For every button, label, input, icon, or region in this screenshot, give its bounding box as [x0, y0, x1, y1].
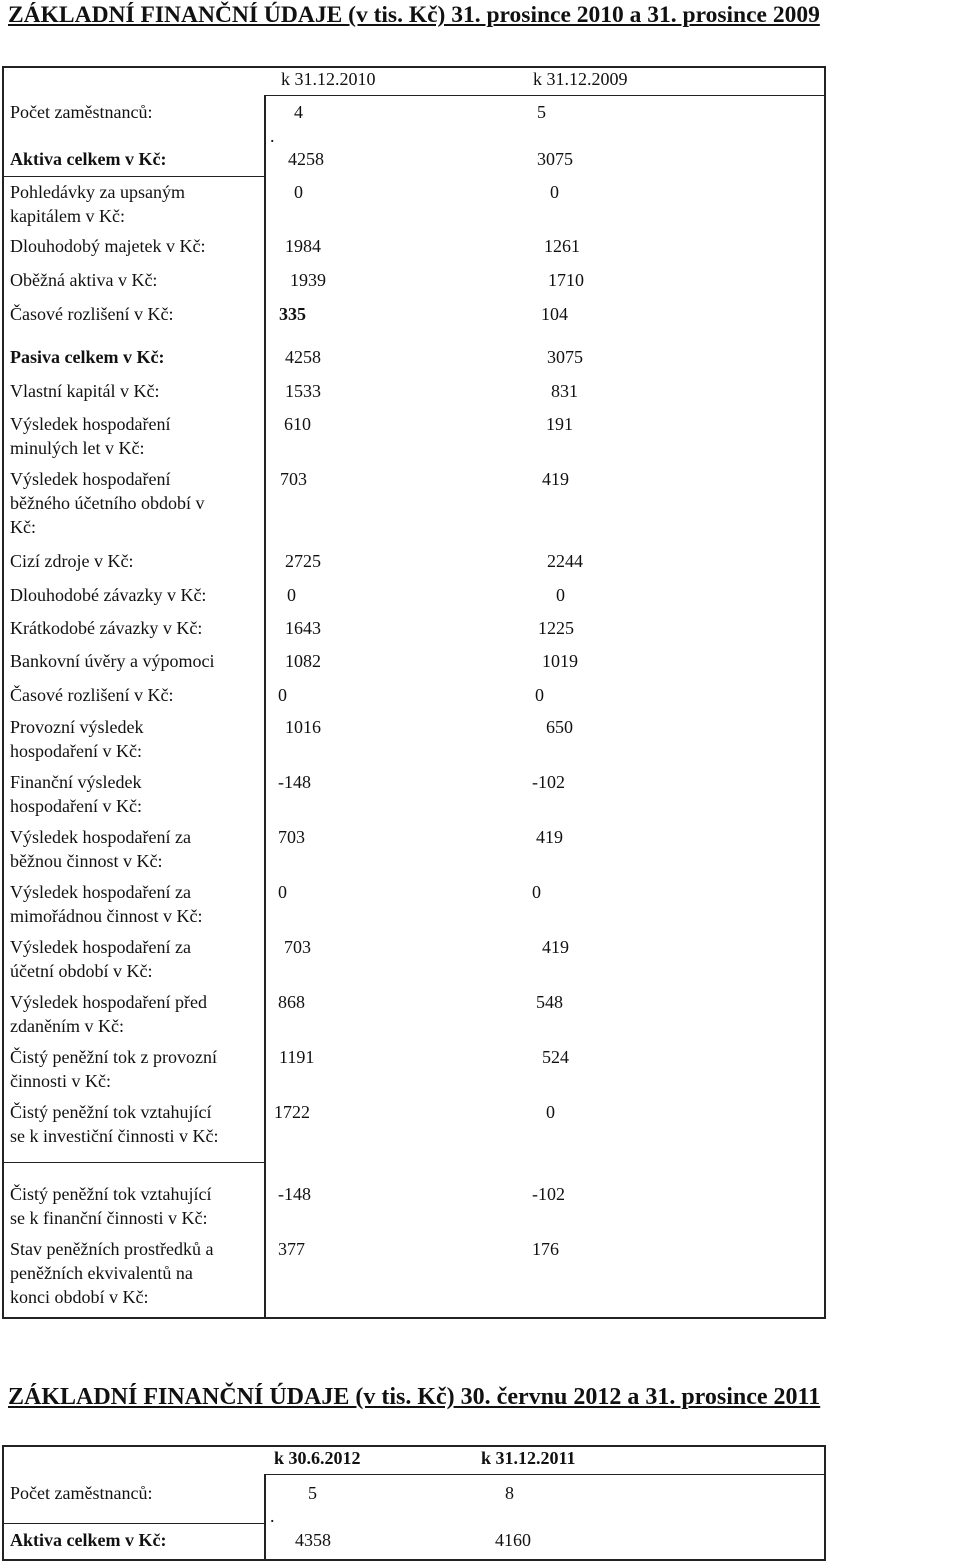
row-value-2010: 1643: [285, 618, 321, 638]
row-value-2010: 4258: [288, 149, 324, 169]
heading-2012-2011: ZÁKLADNÍ FINANČNÍ ÚDAJE (v tis. Kč) 30. červnu 2012 a 31. prosince 2011: [8, 1384, 821, 1410]
column-header-2011: k 31.12.2011: [481, 1448, 576, 1468]
row-divider: [3, 1162, 264, 1163]
heading-2010-2009: ZÁKLADNÍ FINANČNÍ ÚDAJE (v tis. Kč) 31. prosince 2010 a 31. prosince 2009: [8, 2, 820, 28]
row-value-2010: 0: [278, 882, 287, 902]
row-value-2010: -148: [278, 1184, 311, 1204]
column-header-2010: k 31.12.2010: [281, 69, 376, 89]
row-value-2009: 831: [551, 381, 578, 401]
row-value-2010: 4258: [285, 347, 321, 367]
row-label: Výsledek hospodaření za: [10, 827, 191, 847]
header-divider: [264, 95, 825, 96]
row-value-2010: 868: [278, 992, 305, 1012]
row-value-2010: 1722: [274, 1102, 310, 1122]
row-label: Výsledek hospodaření za: [10, 882, 191, 902]
row-value-2010: 2725: [285, 551, 321, 571]
row-label: Čistý peněžní tok z provozní: [10, 1047, 217, 1067]
row-label: zdaněním v Kč:: [10, 1016, 124, 1036]
row-value-2009: 1261: [544, 236, 580, 256]
row-label: Čistý peněžní tok vztahující: [10, 1184, 212, 1204]
row-divider: [3, 176, 264, 177]
row-label: Krátkodobé závazky v Kč:: [10, 618, 203, 638]
row-value-2010: 0: [294, 182, 303, 202]
row-label: hospodaření v Kč:: [10, 796, 142, 816]
row-value-2010: 0: [278, 685, 287, 705]
row-label: Dlouhodobé závazky v Kč:: [10, 585, 207, 605]
row-value-2010: 703: [284, 937, 311, 957]
row-value-2009: 1019: [542, 651, 578, 671]
row-value-2009: 0: [546, 1102, 555, 1122]
row-value-2009: -102: [532, 1184, 565, 1204]
row-label: Počet zaměstnanců:: [10, 1483, 153, 1503]
row-value-2009: 524: [542, 1047, 569, 1067]
row-label: Pohledávky za upsaným: [10, 182, 185, 202]
row-label: se k finanční činnosti v Kč:: [10, 1208, 208, 1228]
row-value-2009: 0: [532, 882, 541, 902]
row-label: Vlastní kapitál v Kč:: [10, 381, 160, 401]
row-label: Výsledek hospodaření za: [10, 937, 191, 957]
row-value-2009: 1225: [538, 618, 574, 638]
row-value-2009: 419: [542, 469, 569, 489]
row-value-2010: 1191: [279, 1047, 315, 1067]
header-divider: [264, 1474, 825, 1475]
row-value-2009: 419: [542, 937, 569, 957]
row-value-2009: 3075: [547, 347, 583, 367]
row-label: běžného účetního období v: [10, 493, 205, 513]
row-value-2011: 4160: [495, 1530, 531, 1550]
row-value-2010: 1016: [285, 717, 321, 737]
row-label: Provozní výsledek: [10, 717, 144, 737]
row-value-2009: 104: [541, 304, 568, 324]
row-value-2009: 176: [532, 1239, 559, 1259]
row-value-2009: 0: [550, 182, 559, 202]
row-divider: [3, 1523, 264, 1524]
row-value-2010: 1984: [285, 236, 321, 256]
row-label: Výsledek hospodaření: [10, 469, 171, 489]
row-value-2010: 335: [279, 304, 306, 324]
row-label: peněžních ekvivalentů na: [10, 1263, 193, 1283]
column-divider: [264, 1475, 266, 1560]
row-label: Výsledek hospodaření: [10, 414, 171, 434]
row-label: konci období v Kč:: [10, 1287, 149, 1307]
column-divider: [264, 96, 266, 1318]
row-value-2009: -102: [532, 772, 565, 792]
column-header-2009: k 31.12.2009: [533, 69, 628, 89]
row-value-2009: 5: [537, 102, 546, 122]
row-label: mimořádnou činnost v Kč:: [10, 906, 203, 926]
row-label: minulých let v Kč:: [10, 438, 145, 458]
row-label: běžnou činnost v Kč:: [10, 851, 163, 871]
row-value-2012: 4358: [295, 1530, 331, 1550]
row-value-2009: 191: [546, 414, 573, 434]
row-value-2010: 610: [284, 414, 311, 434]
row-label: Stav peněžních prostředků a: [10, 1239, 214, 1259]
row-value-2010: 703: [280, 469, 307, 489]
row-label: se k investiční činnosti v Kč:: [10, 1126, 219, 1146]
row-label: Výsledek hospodaření před: [10, 992, 207, 1012]
row-label: Pasiva celkem v Kč:: [10, 347, 165, 367]
row-value-2010: 1939: [290, 270, 326, 290]
row-label: Časové rozlišení v Kč:: [10, 304, 174, 324]
row-value-2010: -148: [278, 772, 311, 792]
row-label: kapitálem v Kč:: [10, 206, 125, 226]
stray-dot: .: [270, 1506, 275, 1526]
row-label: Finanční výsledek: [10, 772, 142, 792]
row-value-2010: 4: [294, 102, 303, 122]
row-label: hospodaření v Kč:: [10, 741, 142, 761]
row-label: Dlouhodobý majetek v Kč:: [10, 236, 206, 256]
row-label: Čistý peněžní tok vztahující: [10, 1102, 212, 1122]
row-value-2010: 703: [278, 827, 305, 847]
row-label: Cizí zdroje v Kč:: [10, 551, 134, 571]
row-value-2009: 548: [536, 992, 563, 1012]
row-value-2009: 650: [546, 717, 573, 737]
row-label: Kč:: [10, 517, 36, 537]
row-value-2009: 0: [556, 585, 565, 605]
row-value-2010: 0: [287, 585, 296, 605]
row-label: Počet zaměstnanců:: [10, 102, 153, 122]
row-label: Bankovní úvěry a výpomoci: [10, 651, 215, 671]
row-label: Aktiva celkem v Kč:: [10, 149, 167, 169]
row-value-2010: 1533: [285, 381, 321, 401]
stray-dot: .: [270, 126, 275, 146]
row-value-2010: 1082: [285, 651, 321, 671]
row-value-2010: 377: [278, 1239, 305, 1259]
row-value-2009: 0: [535, 685, 544, 705]
row-value-2009: 1710: [548, 270, 584, 290]
row-value-2011: 8: [505, 1483, 514, 1503]
row-label: činnosti v Kč:: [10, 1071, 111, 1091]
row-label: účetní období v Kč:: [10, 961, 153, 981]
row-label: Časové rozlišení v Kč:: [10, 685, 174, 705]
column-header-2012: k 30.6.2012: [274, 1448, 361, 1468]
row-value-2012: 5: [308, 1483, 317, 1503]
row-value-2009: 2244: [547, 551, 583, 571]
row-value-2009: 3075: [537, 149, 573, 169]
row-label: Aktiva celkem v Kč:: [10, 1530, 167, 1550]
row-value-2009: 419: [536, 827, 563, 847]
row-label: Oběžná aktiva v Kč:: [10, 270, 158, 290]
